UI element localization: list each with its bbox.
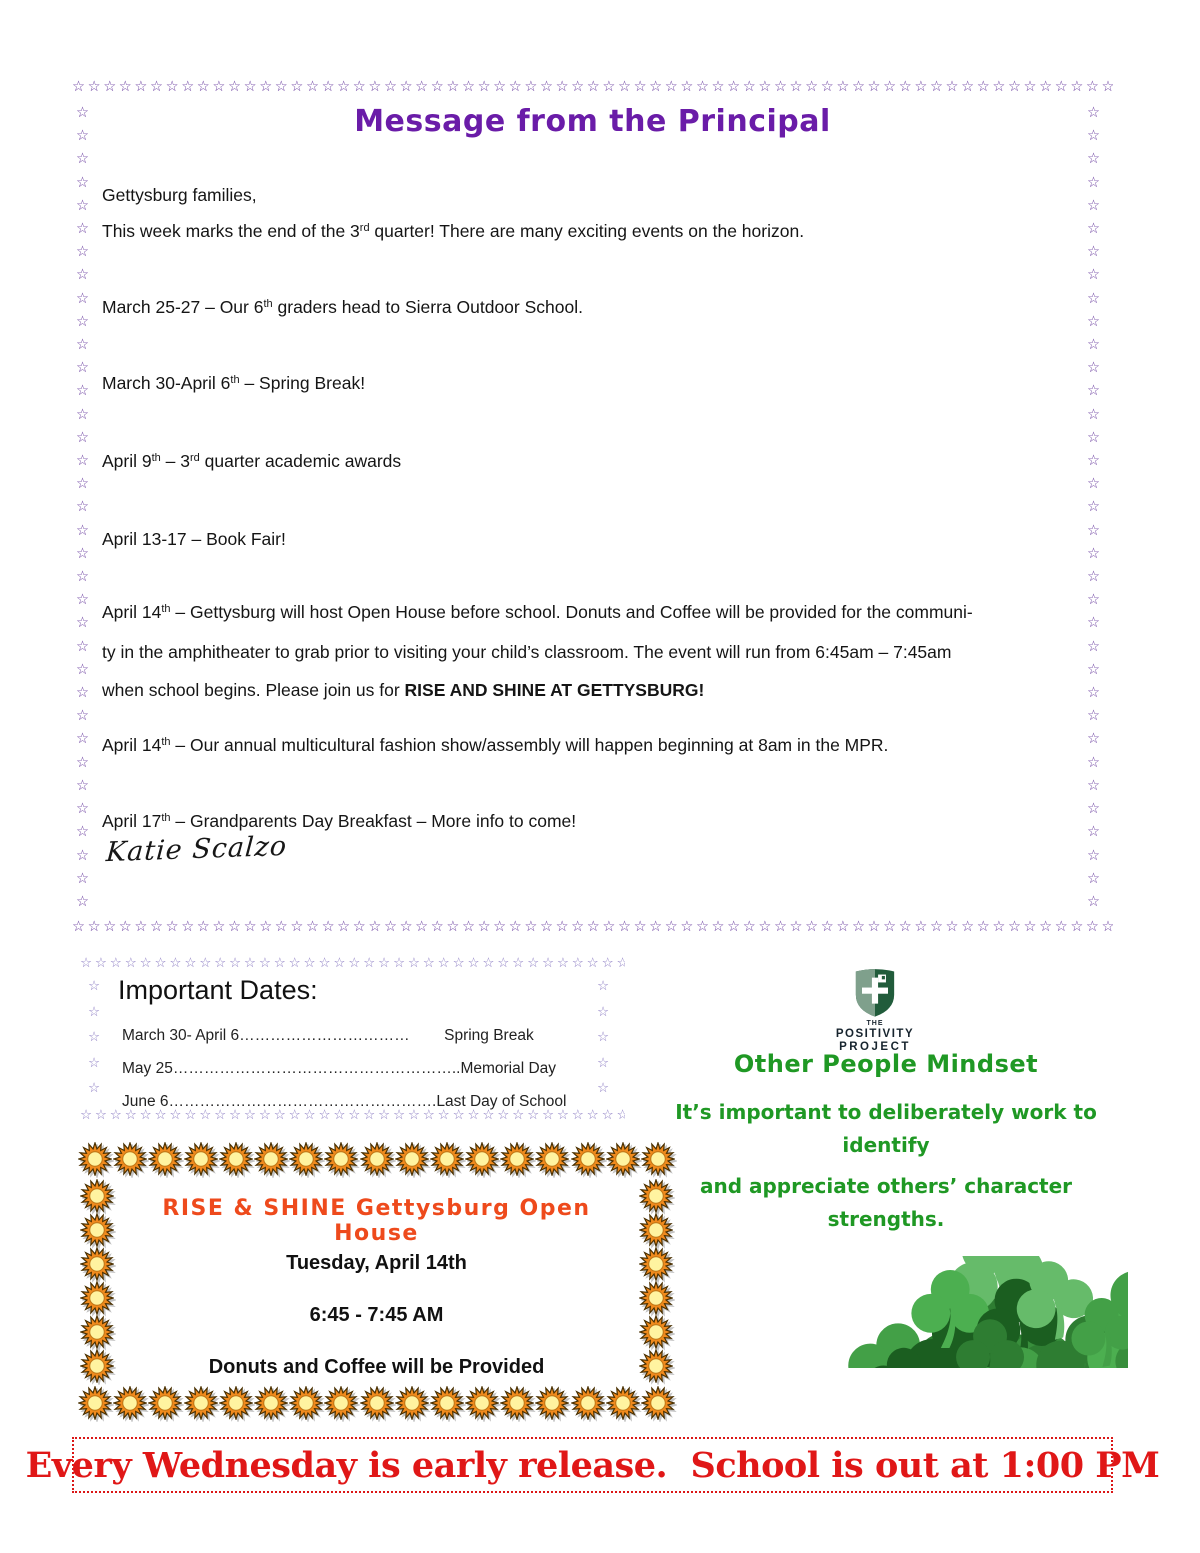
sun-border-right [639,1179,673,1383]
sun-icon [639,1281,673,1315]
open-house-date: Tuesday, April 14th [286,1252,467,1274]
sun-icon [535,1386,569,1420]
sun-icon [639,1247,673,1281]
sun-icon [500,1386,534,1420]
sun-icon [80,1247,114,1281]
sun-icon [184,1386,218,1420]
star-border-left [76,102,94,916]
event-fashionshow-line: April 14th – Our annual multicultural fashion show/assembly will happen beginning at 8am in the MPR. [102,734,889,755]
mindset-body-2: and appreciate others’ character strengths. [699,1174,1073,1231]
positivity-project-shield-icon [851,966,899,1018]
sun-icon [465,1142,499,1176]
star-border-right [597,973,615,1107]
early-release-banner [25,1437,1160,1493]
sun-border-bottom [78,1386,675,1420]
sun-icon [641,1386,675,1420]
principal-title: Message from the Principal [354,104,831,139]
star-border-left [88,973,106,1107]
event-openhouse-paragraph: April 14th – Gettysburg will host Open House before school. Donuts and Coffee will be provided for the communi- ty in the amphitheater to grab prior to visiting your child’s classroom. The event will run from 6:45am – 7:45am when school begins. Please join us for RISE AND SHINE AT GETTYSBURG! [102,601,973,700]
sun-icon [78,1142,112,1176]
event-awards-line: April 9th – 3rd quarter academic awards [102,450,402,471]
sun-icon [360,1386,394,1420]
sun-border-top [78,1142,675,1176]
sun-icon [80,1315,114,1349]
sun-icon [80,1281,114,1315]
sun-icon [639,1349,673,1383]
sun-icon [80,1349,114,1383]
sun-icon [78,1386,112,1420]
sun-icon [219,1386,253,1420]
event-bookfair-line: April 13-17 – Book Fair! [102,528,286,549]
event-springbreak-line: March 30-April 6th – Spring Break! [102,372,366,393]
open-house-flyer-box [78,1142,675,1420]
sun-icon [535,1142,569,1176]
sun-icon [395,1142,429,1176]
sun-icon [639,1315,673,1349]
sun-icon [639,1213,673,1247]
principal-signature: Katie Scalzo [104,830,289,869]
important-dates-title: Important Dates: [118,975,318,1005]
open-house-title: RISE & SHINE Gettysburg Open House [162,1196,591,1246]
mindset-body-1: It’s important to deliberately work to identify [675,1100,1097,1157]
logo-project-text: PROJECT [839,1041,911,1053]
sun-icon [606,1142,640,1176]
date-row-spring-break: March 30- April 6…………………………… Spring Break [122,1027,534,1044]
sun-icon [641,1142,675,1176]
logo-positivity-text: POSITIVITY [835,1028,915,1040]
sun-border-left [80,1179,114,1383]
sun-icon [184,1142,218,1176]
sun-icon [571,1142,605,1176]
sun-icon [465,1386,499,1420]
sun-icon [324,1142,358,1176]
sun-icon [113,1386,147,1420]
sun-icon [80,1213,114,1247]
sun-icon [289,1386,323,1420]
sun-icon [360,1142,394,1176]
important-dates-box [80,953,625,1127]
sun-icon [80,1179,114,1213]
date-row-last-day: June 6…………………………………………….Last Day of School [122,1093,567,1110]
early-release-text: Every Wednesday is early release. School is out at 1:00 PM [25,1444,1160,1486]
star-border-right [1087,102,1105,916]
sun-icon [395,1386,429,1420]
sun-icon [430,1386,464,1420]
sun-icon [289,1142,323,1176]
other-people-mindset-heading: Other People Mindset [733,1050,1039,1078]
event-grandparents-line: April 17th – Grandparents Day Breakfast – More info to come! [102,810,577,831]
shamrock-banner-image [685,1256,1128,1368]
event-sierra-line: March 25-27 – Our 6th graders head to Sierra Outdoor School. [102,296,583,317]
positivity-project-wordmark [805,1020,945,1054]
sun-icon [219,1142,253,1176]
sun-icon [148,1386,182,1420]
sun-icon [148,1142,182,1176]
logo-the-text: THE [866,1020,884,1027]
open-house-refreshments: Donuts and Coffee will be Provided [208,1356,545,1378]
sun-icon [254,1142,288,1176]
sun-icon [113,1142,147,1176]
sun-icon [606,1386,640,1420]
sun-icon [571,1386,605,1420]
week-summary-line: This week marks the end of the 3rd quarter! There are many exciting events on the horizon. [102,220,805,241]
star-border-bottom [72,918,1113,940]
sun-icon [639,1179,673,1213]
open-house-time: 6:45 - 7:45 AM [309,1304,444,1326]
sun-icon [254,1386,288,1420]
star-border-top [80,953,625,975]
sun-icon [500,1142,534,1176]
star-border-top [72,78,1113,100]
greeting-line: Gettysburg families, [102,184,257,205]
principal-message-box [72,78,1113,940]
sun-icon [324,1386,358,1420]
sun-icon [430,1142,464,1176]
date-row-memorial-day: May 25………………………………………………..Memorial Day [122,1060,557,1077]
